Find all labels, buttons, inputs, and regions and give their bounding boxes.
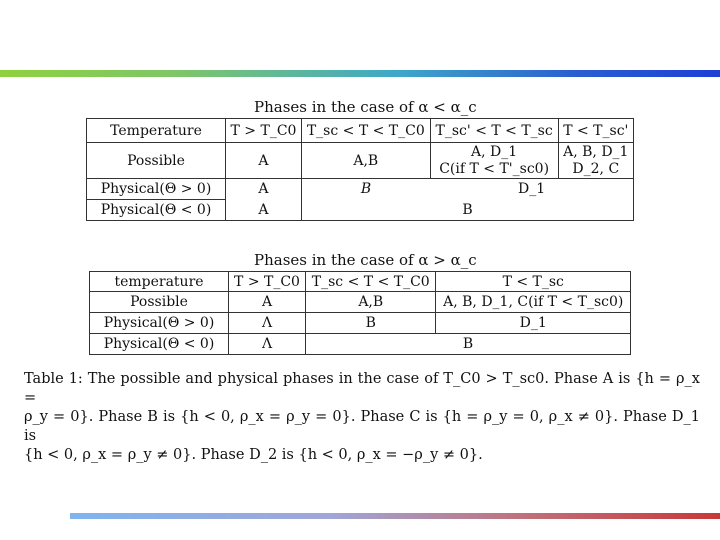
cell: A, B, D_1: [558, 143, 633, 161]
header-cell: T > T_C0: [229, 272, 306, 292]
cell: Λ: [229, 313, 306, 334]
cell: D_2, C: [558, 161, 633, 179]
table2: [89, 271, 631, 355]
header-cell: T > T_C0: [226, 119, 302, 143]
row-label: Physical(Θ < 0): [87, 200, 226, 221]
header-cell: T < T_sc: [436, 272, 631, 292]
cell: A,B: [301, 143, 430, 179]
header-cell: T_sc' < T < T_sc: [430, 119, 558, 143]
cell: A, D_1: [430, 143, 558, 161]
cell: A,B: [306, 292, 436, 313]
note-line: ρ_y = 0}. Phase B is {h < 0, ρ_x = ρ_y = 0}. Phase C is {h = ρ_y = 0, ρ_x ≠ 0}. Phase D_1 is: [24, 409, 700, 444]
cell: Λ: [229, 334, 306, 355]
table2-header-row: [90, 272, 631, 292]
row-label: Physical(Θ > 0): [90, 313, 229, 334]
header-cell: T < T_sc': [558, 119, 633, 143]
table2-physical-neg-row: [90, 334, 631, 355]
cell: A: [226, 179, 302, 200]
cell: A: [226, 200, 302, 221]
table2-physical-pos-row: [90, 313, 631, 334]
cell: B: [306, 334, 631, 355]
header-cell: Temperature: [87, 119, 226, 143]
table1-physical-neg-row: [87, 200, 634, 221]
table2-caption: Phases in the case of α > α_c: [254, 251, 477, 269]
header-cell: T_sc < T < T_C0: [301, 119, 430, 143]
cell: C(if T < T'_sc0): [430, 161, 558, 179]
row-label: Physical(Θ < 0): [90, 334, 229, 355]
header-cell: temperature: [90, 272, 229, 292]
table1: [86, 118, 634, 221]
table1-physical-pos-row: [87, 179, 634, 200]
header-cell: T_sc < T < T_C0: [306, 272, 436, 292]
cell: A: [229, 292, 306, 313]
note-line: Table 1: The possible and physical phases in the case of T_C0 > T_sc0. Phase A is {h = ρ_x =: [24, 371, 700, 406]
cell: B: [301, 200, 633, 221]
row-label: Possible: [87, 143, 226, 179]
top-gradient-bar: [0, 70, 720, 77]
row-label: Possible: [90, 292, 229, 313]
cell: D_1: [430, 179, 633, 200]
table1-possible-row: [87, 143, 634, 161]
bottom-gradient-bar: [70, 513, 720, 519]
cell: A: [226, 143, 302, 179]
table-caption-note: [24, 370, 700, 465]
note-line: {h < 0, ρ_x = ρ_y ≠ 0}. Phase D_2 is {h < 0, ρ_x = −ρ_y ≠ 0}.: [24, 447, 483, 463]
cell: B: [306, 313, 436, 334]
table1-header-row: [87, 119, 634, 143]
row-label: Physical(Θ > 0): [87, 179, 226, 200]
table2-possible-row: [90, 292, 631, 313]
table1-caption: Phases in the case of α < α_c: [254, 98, 477, 116]
cell: B: [301, 179, 430, 200]
cell: D_1: [436, 313, 631, 334]
cell: A, B, D_1, C(if T < T_sc0): [436, 292, 631, 313]
